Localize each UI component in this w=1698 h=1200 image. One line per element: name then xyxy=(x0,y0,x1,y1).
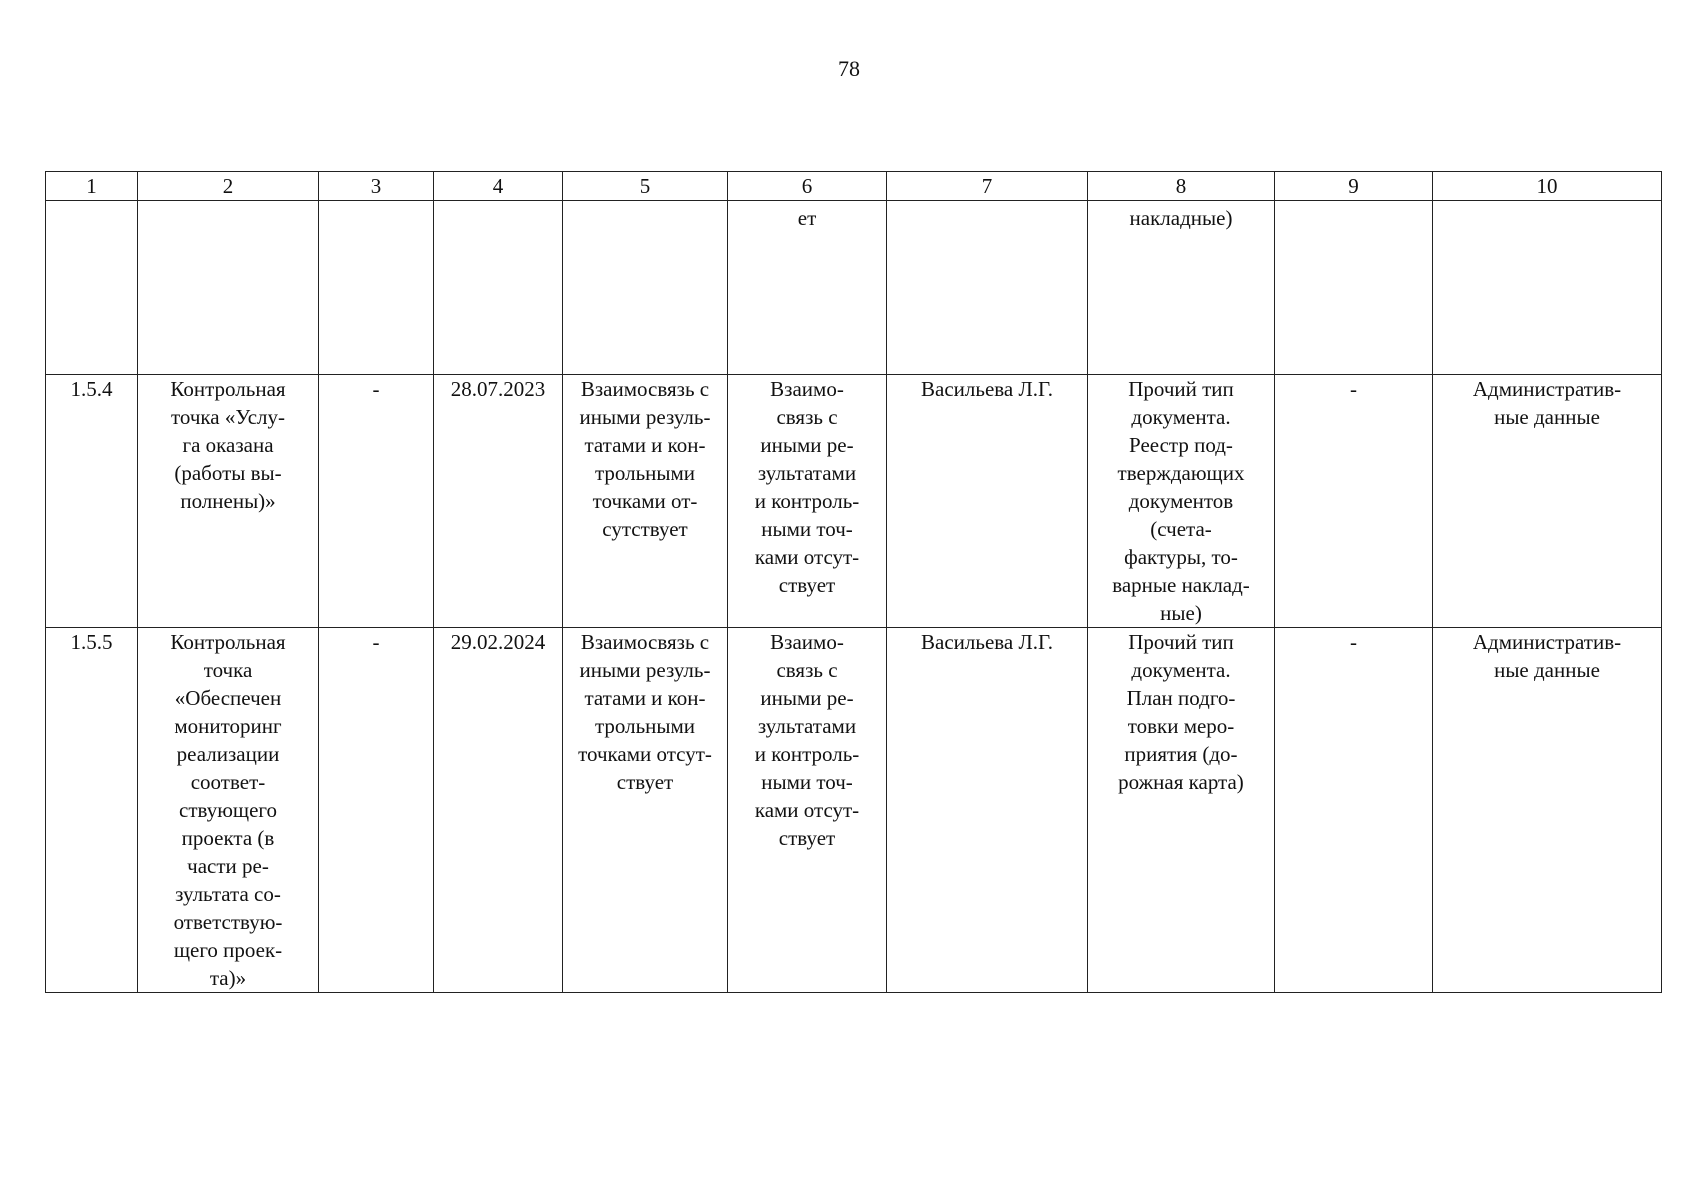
header-cell: 9 xyxy=(1275,172,1433,201)
cell-text: Васильева Л.Г. xyxy=(921,377,1053,401)
table-cell xyxy=(1088,628,1275,993)
table-row-1-5-4 xyxy=(46,375,1662,628)
table-header-row xyxy=(46,172,1662,201)
header-cell: 6 xyxy=(728,172,887,201)
document-table xyxy=(45,171,1662,993)
cell-text: Прочий тип документа. Реестр под- тверждающих документов (счета- фактуры, то- варные наклад- ные) xyxy=(1112,377,1250,625)
table-cell xyxy=(46,375,138,628)
cell-text: - xyxy=(372,630,380,654)
table-row-1-5-5 xyxy=(46,628,1662,993)
cell-text: - xyxy=(1350,630,1357,654)
table-cell xyxy=(434,375,563,628)
table-cell xyxy=(46,201,138,375)
table-cell xyxy=(728,628,887,993)
table-cell xyxy=(563,375,728,628)
table-cell xyxy=(138,375,319,628)
table-cell xyxy=(138,628,319,993)
table-cell xyxy=(1088,375,1275,628)
table-cell xyxy=(1433,201,1662,375)
cell-text: 29.02.2024 xyxy=(450,630,546,654)
cell-text: Контрольная точка «Услу- га оказана (работы вы- полнены)» xyxy=(170,377,286,513)
cell-text: - xyxy=(372,377,380,401)
table-cell xyxy=(1275,375,1433,628)
cell-text: Взаимо- связь с иными ре- зультатами и контроль- ными точ- ками отсут- ствует xyxy=(754,630,860,850)
page-number: 78 xyxy=(838,56,860,81)
header-cell: 3 xyxy=(319,172,434,201)
cell-text: - xyxy=(1350,377,1357,401)
cell-text: 28.07.2023 xyxy=(450,377,546,401)
table-cell xyxy=(887,628,1088,993)
cell-text: 1.5.5 xyxy=(70,630,113,654)
cell-text: Административ- ные данные xyxy=(1472,377,1622,429)
table-cell xyxy=(319,201,434,375)
header-cell: 5 xyxy=(563,172,728,201)
table-cell xyxy=(434,628,563,993)
header-cell: 2 xyxy=(138,172,319,201)
table-cell xyxy=(1275,628,1433,993)
cell-text: накладные) xyxy=(1129,206,1233,230)
cell-text: Взаимо- связь с иными ре- зультатами и контроль- ными точ- ками отсут- ствует xyxy=(754,377,860,597)
table-cell xyxy=(1088,201,1275,375)
cell-text: 1.5.4 xyxy=(70,377,113,401)
cell-text: Взаимосвязь с иными резуль- татами и кон- трольными точками отсут- ствует xyxy=(578,630,712,794)
cell-text: Прочий тип документа. План подго- товки меро- приятия (до- рожная карта) xyxy=(1118,630,1244,794)
table-cell xyxy=(46,628,138,993)
table-cell xyxy=(887,201,1088,375)
header-cell: 4 xyxy=(434,172,563,201)
header-cell: 7 xyxy=(887,172,1088,201)
cell-text: Васильева Л.Г. xyxy=(921,630,1053,654)
table-cell xyxy=(138,201,319,375)
cell-text: Взаимосвязь с иными резуль- татами и кон- трольными точками от- сутствует xyxy=(579,377,711,541)
cell-text: ет xyxy=(797,206,817,230)
header-cell: 10 xyxy=(1433,172,1662,201)
table-cell xyxy=(319,375,434,628)
table-cell xyxy=(728,201,887,375)
header-cell: 8 xyxy=(1088,172,1275,201)
table-cell xyxy=(1433,375,1662,628)
table-cell xyxy=(563,201,728,375)
table-cell xyxy=(728,375,887,628)
table-cell xyxy=(434,201,563,375)
table-cell xyxy=(1433,628,1662,993)
table-cell xyxy=(319,628,434,993)
cell-text: Административ- ные данные xyxy=(1472,630,1622,682)
header-cell: 1 xyxy=(46,172,138,201)
table-cell xyxy=(1275,201,1433,375)
cell-text: Контрольная точка «Обеспечен мониторинг реализации соответ- ствующего проекта (в части ре- зультата со- ответствую- щего проек- та)» xyxy=(170,630,286,990)
table-cell xyxy=(887,375,1088,628)
table-row-continuation xyxy=(46,201,1662,375)
table-cell xyxy=(563,628,728,993)
